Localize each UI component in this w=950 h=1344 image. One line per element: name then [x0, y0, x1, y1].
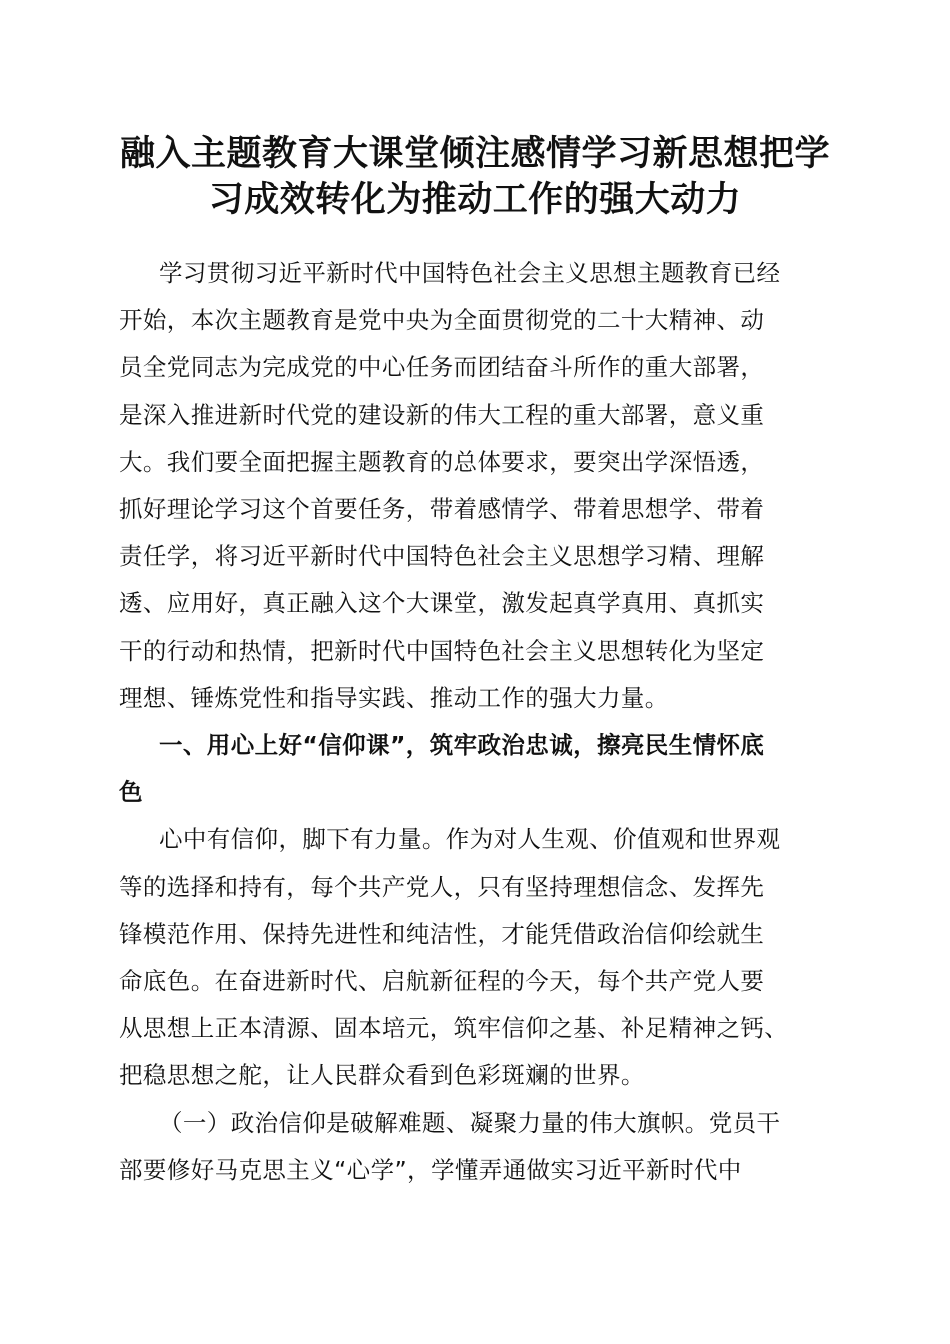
text-line: 从思想上正本清源、固本培元，筑牢信仰之基、补足精神之钙、	[119, 1014, 789, 1043]
heading-line: 一、用心上好“信仰课”，筑牢政治忠诚，擦亮民生情怀底	[159, 731, 765, 760]
text-line: 心中有信仰，脚下有力量。作为对人生观、价值观和世界观	[159, 825, 781, 854]
text-line: 干的行动和热情，把新时代中国特色社会主义思想转化为坚定	[119, 636, 765, 665]
document-title	[90, 131, 860, 223]
text-line: 理想、锤炼党性和指导实践、推动工作的强大力量。	[119, 683, 669, 712]
title-line-1: 融入主题教育大课堂倾注感情学习新思想把学	[119, 133, 830, 174]
text-line: 学习贯彻习近平新时代中国特色社会主义思想主题教育已经	[159, 259, 781, 287]
text-line: 命底色。在奋进新时代、启航新征程的今天，每个共产党人要	[119, 967, 765, 996]
text-line: 抓好理论学习这个首要任务，带着感情学、带着思想学、带着	[119, 495, 765, 524]
document-body	[119, 250, 831, 1194]
heading-line: 色	[119, 778, 143, 807]
text-line: 锋模范作用、保持先进性和纯洁性，才能凭借政治信仰绘就生	[119, 919, 765, 948]
text-line: 等的选择和持有，每个共产党人，只有坚持理想信念、发挥先	[119, 872, 765, 901]
text-line: 大。我们要全面把握主题教育的总体要求，要突出学深悟透，	[119, 447, 765, 476]
text-line: （一）政治信仰是破解难题、凝聚力量的伟大旗帜。党员干	[159, 1108, 781, 1137]
section-1-paragraph	[119, 816, 831, 1099]
title-line-2: 习成效转化为推动工作的强大动力	[208, 179, 742, 220]
text-line: 把稳思想之舵，让人民群众看到色彩斑斓的世界。	[119, 1061, 645, 1090]
subsection-1-paragraph	[119, 1100, 831, 1194]
text-line: 员全党同志为完成党的中心任务而团结奋斗所作的重大部署，	[119, 353, 765, 382]
text-line: 责任学，将习近平新时代中国特色社会主义思想学习精、理解	[119, 542, 765, 571]
text-line: 部要修好马克思主义“心学”，学懂弄通做实习近平新时代中	[119, 1155, 742, 1184]
section-heading-1	[119, 722, 831, 816]
text-line: 是深入推进新时代党的建设新的伟大工程的重大部署，意义重	[119, 400, 765, 429]
text-line: 透、应用好，真正融入这个大课堂，激发起真学真用、真抓实	[119, 589, 765, 618]
intro-paragraph	[119, 250, 831, 722]
text-line: 开始，本次主题教育是党中央为全面贯彻党的二十大精神、动	[119, 306, 765, 335]
